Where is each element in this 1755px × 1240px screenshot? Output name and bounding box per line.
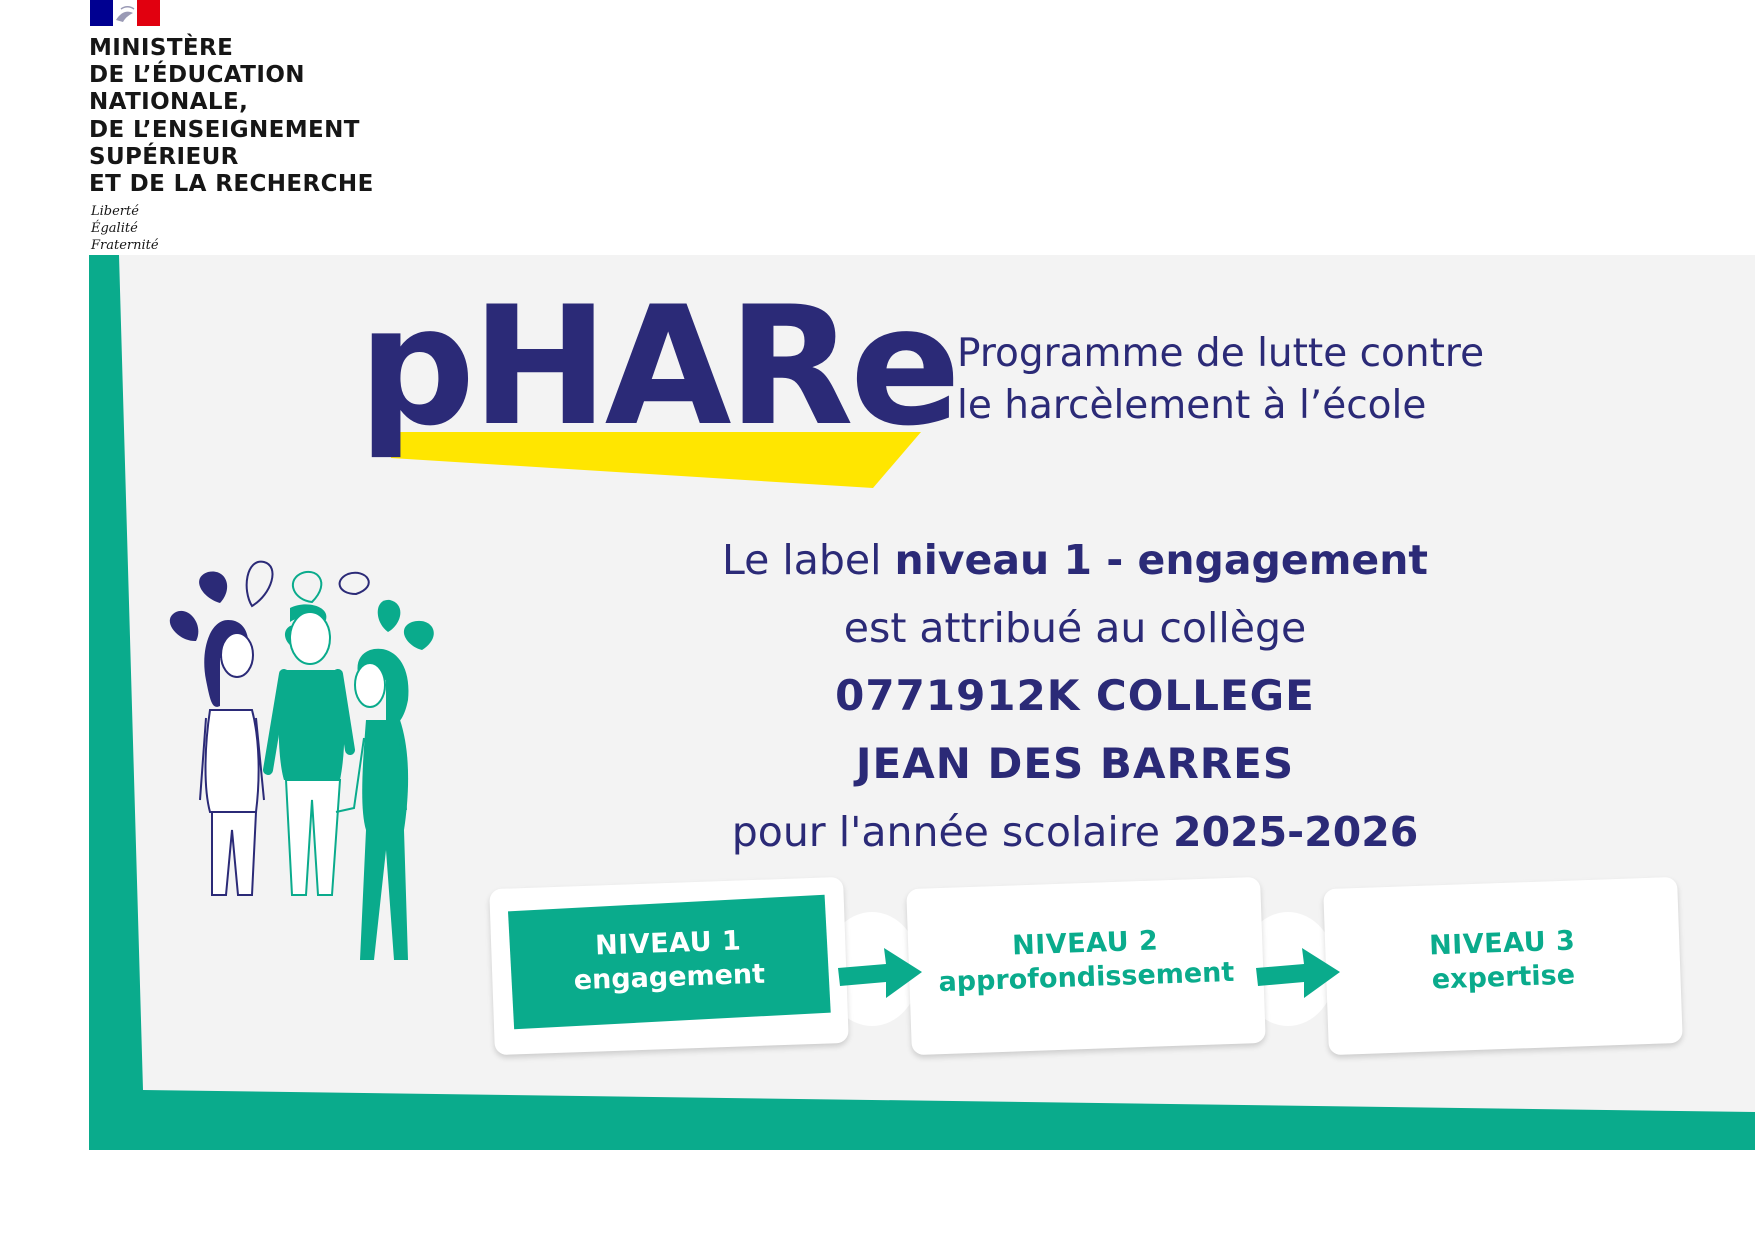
award-line-label	[640, 526, 1510, 594]
ministry-name: MINISTÈRE DE L’ÉDUCATION NATIONALE, DE L’ENSEIGNEMENT SUPÉRIEUR ET DE LA RECHERCHE	[89, 35, 374, 198]
level-subtitle: engagement	[573, 958, 766, 997]
award-prefix: Le label	[721, 536, 895, 584]
speech-bubble-icon	[247, 562, 273, 606]
speech-bubble-icon	[404, 621, 434, 650]
people-illustration	[160, 550, 460, 990]
republic-motto: Liberté Égalité Fraternité	[91, 204, 159, 253]
school-year: 2025-2026	[1173, 808, 1419, 856]
level-subtitle: approfondissement	[938, 956, 1235, 999]
award-line-attributed: est attribué au collège	[843, 604, 1307, 652]
ministry-block	[89, 0, 509, 260]
level-title: NIVEAU 1	[594, 925, 742, 962]
speech-bubble-icon	[199, 571, 227, 603]
arrow-right-icon	[836, 942, 926, 1002]
year-prefix: pour l'année scolaire	[731, 808, 1174, 856]
speech-bubble-icon	[378, 600, 401, 632]
level-title: NIVEAU 2	[1011, 925, 1159, 962]
program-tagline: Programme de lutte contre le harcèlement à l’école	[957, 331, 1485, 428]
award-line-year	[640, 798, 1510, 866]
speech-bubble-icon	[340, 573, 369, 594]
marianne-flag-icon	[90, 0, 160, 26]
award-text	[640, 526, 1510, 866]
level-title: NIVEAU 3	[1428, 925, 1576, 962]
level-card-1	[489, 877, 849, 1055]
speech-bubble-icon	[293, 572, 321, 602]
level-card-3	[1323, 877, 1683, 1055]
logo-wordmark: pHARe	[358, 271, 958, 462]
school-name: JEAN DES BARRES	[855, 739, 1295, 788]
level-subtitle: expertise	[1431, 959, 1576, 996]
phare-logo	[358, 271, 958, 496]
award-label: niveau 1 - engagement	[894, 536, 1429, 584]
speech-bubble-icon	[170, 611, 199, 641]
school-code-name: 0771912K COLLEGE	[835, 671, 1315, 720]
level-card-2	[906, 877, 1266, 1055]
arrow-right-icon	[1254, 942, 1344, 1002]
